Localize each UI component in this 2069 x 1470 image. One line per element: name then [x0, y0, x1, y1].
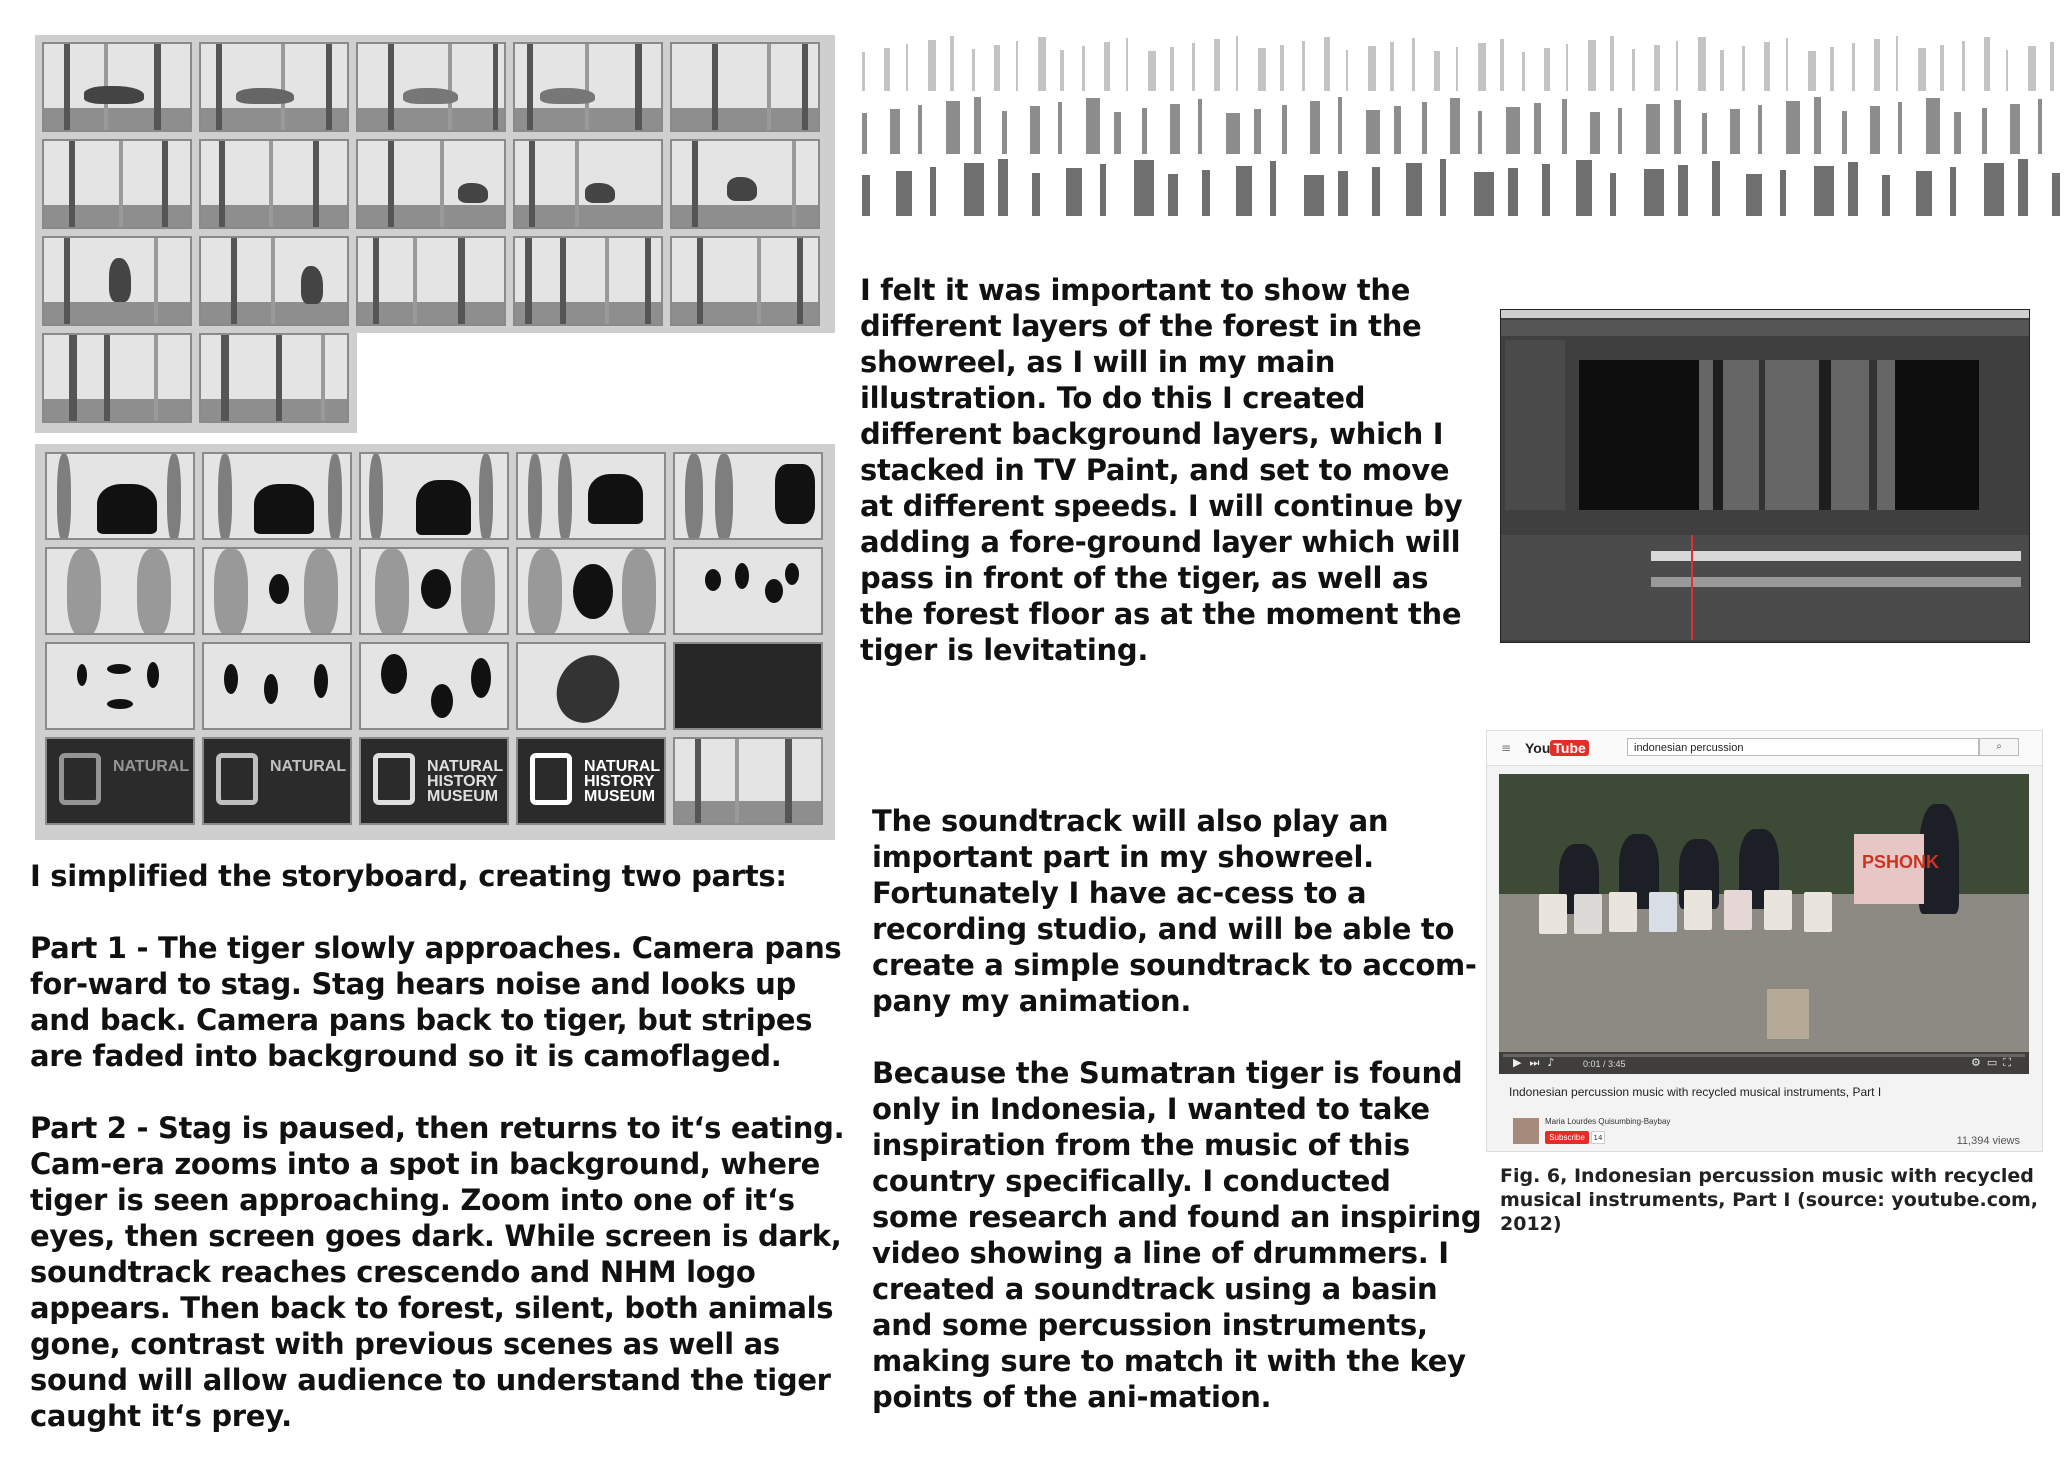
storyboard-frame: [42, 42, 192, 132]
tree-trunk: [1456, 47, 1458, 91]
next-icon: ⏭: [1529, 1056, 1548, 1069]
storyboard-frame: [673, 737, 823, 825]
storyboard-frame: [199, 236, 349, 326]
tree-trunk: [1918, 48, 1926, 91]
menu-bar: [1501, 310, 2029, 318]
tree-trunk: [1390, 42, 1394, 91]
tree-trunk: [972, 49, 975, 91]
tree-trunk: [1870, 106, 1880, 154]
volume-icon: ♪: [1547, 1056, 1563, 1069]
tree-trunk: [1562, 99, 1567, 154]
tree-trunk: [1678, 165, 1688, 216]
tree-trunk: [1016, 41, 1018, 91]
tree-trunk: [1474, 172, 1494, 216]
subscriber-count: 14: [1591, 1131, 1605, 1144]
storyboard-frame: [199, 139, 349, 229]
tree-trunk: [1848, 162, 1858, 216]
tree-trunk: [1742, 46, 1745, 91]
tree-trunk: [1478, 43, 1486, 91]
tree-trunk: [1126, 38, 1128, 91]
tree-trunk: [1226, 113, 1240, 154]
play-icon: ▶: [1513, 1056, 1530, 1069]
tree-trunk: [1814, 166, 1834, 216]
tree-trunk: [1214, 39, 1220, 91]
tree-trunk: [1434, 51, 1440, 91]
tree-trunk: [1808, 51, 1816, 91]
tree-trunk: [1542, 164, 1550, 216]
search-icon: ⌕: [1979, 738, 2019, 756]
soundtrack-description: [872, 803, 1482, 1451]
storyboard-frame-logo: NATURAL: [202, 737, 352, 825]
storyboard-frame: [516, 452, 666, 540]
tree-trunk: [946, 101, 960, 154]
storyboard-frame: [516, 642, 666, 730]
storyboard-frame: [513, 139, 663, 229]
tool-panel: [1505, 340, 1565, 510]
video-time: 0:01 / 3:45: [1583, 1059, 1626, 1069]
tree-trunk: [1192, 43, 1195, 91]
tree-trunk: [1002, 111, 1007, 155]
tree-trunk: [1450, 98, 1460, 154]
tree-trunk: [1842, 111, 1847, 155]
storyboard-intro: I simplified the storyboard, creating two parts:: [30, 859, 787, 893]
tree-trunk: [1882, 175, 1890, 216]
tree-trunk: [1508, 168, 1518, 216]
forest-layer-front: [862, 158, 2062, 216]
tree-trunk: [1852, 43, 1855, 91]
theater-icon: ▭: [1986, 1056, 2004, 1069]
sign: PSHONK: [1854, 834, 1924, 904]
tree-trunk: [862, 175, 870, 216]
tree-trunk: [1786, 38, 1788, 91]
fullscreen-icon: ⛶: [2003, 1056, 2017, 1069]
video-player: [1499, 774, 2029, 1074]
avatar: [1513, 1118, 1539, 1144]
storyboard-frame: [670, 42, 820, 132]
youtube-screenshot: [1486, 730, 2043, 1152]
youtube-header: [1487, 731, 2042, 766]
tree-trunk: [974, 97, 981, 154]
tree-trunk: [862, 52, 865, 91]
channel-name: Maria Lourdes Quisumbing-Baybay: [1545, 1117, 1671, 1126]
tree-trunk: [1830, 47, 1834, 91]
storyboard-frame-dark: [673, 642, 823, 730]
tree-trunk: [1310, 101, 1320, 154]
tree-trunk: [1534, 103, 1541, 154]
tree-trunk: [2006, 50, 2008, 91]
storyboard-description: [30, 858, 845, 1470]
tree-trunk: [1170, 104, 1180, 154]
tree-trunk: [1368, 46, 1376, 91]
tree-trunk: [1712, 161, 1720, 216]
tree-trunk: [1758, 105, 1762, 154]
tree-trunk: [998, 159, 1008, 216]
tree-trunk: [1202, 170, 1210, 216]
tree-trunk: [2028, 46, 2036, 91]
soundtrack-paragraph-1: The soundtrack will also play an important part in my showreel. Fortunately I have ac-cess to a recording studio, and will be able to create a simple soundtrack to accom-pany my animation.: [872, 804, 1477, 1018]
tree-trunk: [1786, 101, 1800, 154]
timeline-panel: [1501, 535, 2029, 640]
tree-trunk: [1720, 50, 1724, 91]
tree-trunk: [1544, 48, 1550, 91]
tree-trunk: [1258, 48, 1266, 91]
tvpaint-screenshot: [1500, 309, 2030, 643]
tree-trunk: [1168, 174, 1178, 216]
menu-icon: ≡: [1501, 741, 1512, 755]
toolbar: [1501, 320, 2029, 336]
storyboard-frame: [359, 452, 509, 540]
tree-trunk: [930, 167, 936, 216]
tree-trunk: [1874, 39, 1880, 91]
storyboard-frame: [670, 139, 820, 229]
youtube-logo: You Tube: [1525, 740, 1589, 756]
tree-trunk: [1916, 171, 1932, 216]
tree-trunk: [2018, 159, 2028, 216]
tree-trunk: [1764, 42, 1770, 91]
storyboard-frame: [42, 236, 192, 326]
tree-trunk: [1654, 45, 1660, 91]
storyboard-frame: [42, 139, 192, 229]
tree-trunk: [1478, 111, 1482, 154]
forest-layer-back: [862, 35, 2062, 91]
tree-trunk: [1644, 169, 1664, 216]
tree-trunk: [1440, 159, 1446, 216]
tree-trunk: [1060, 50, 1064, 91]
tree-trunk: [896, 171, 912, 216]
tree-trunk: [1170, 47, 1174, 91]
tree-trunk: [1406, 163, 1422, 216]
storyboard-frame: [673, 452, 823, 540]
storyboard-frame-logo: NATURAL HISTORY MUSEUM: [359, 737, 509, 825]
tree-trunk: [1086, 98, 1100, 154]
animation-canvas: [1579, 360, 1979, 510]
tree-trunk: [1280, 45, 1284, 91]
storyboard-frame: [199, 333, 349, 423]
tree-trunk: [1940, 45, 1944, 91]
tree-trunk: [1590, 112, 1600, 154]
subscribe-button: Subscribe: [1545, 1131, 1589, 1144]
view-count: 11,394 views: [1956, 1135, 2020, 1147]
tree-trunk: [1730, 109, 1740, 154]
tree-trunk: [1114, 112, 1121, 154]
storyboard-frame: [202, 547, 352, 635]
tree-trunk: [1236, 36, 1238, 91]
tree-trunk: [2038, 99, 2042, 154]
storyboard-frame: [356, 139, 506, 229]
tree-trunk: [1522, 52, 1525, 91]
tree-trunk: [964, 163, 984, 216]
storyboard-frame: [359, 642, 509, 730]
tree-trunk: [1506, 107, 1520, 154]
tree-trunk: [1610, 173, 1616, 216]
tree-trunk: [1500, 39, 1504, 91]
tree-trunk: [1134, 160, 1154, 216]
tree-trunk: [2050, 42, 2054, 91]
tree-trunk: [1814, 97, 1821, 154]
storyboard-frame: [516, 547, 666, 635]
tree-trunk: [918, 105, 922, 154]
tree-trunk: [994, 45, 1000, 91]
tree-trunk: [1632, 49, 1635, 91]
storyboard-frame: [673, 547, 823, 635]
tree-trunk: [1324, 37, 1330, 91]
tree-trunk: [1422, 102, 1427, 154]
figure-caption: Fig. 6, Indonesian percussion music with recycled musical instruments, Part I (source: youtube.com, 2012): [1500, 1165, 2039, 1235]
tree-trunk: [1302, 41, 1305, 91]
tree-trunk: [1038, 37, 1046, 91]
tree-trunk: [2010, 104, 2020, 154]
tree-trunk: [1566, 44, 1568, 91]
tree-trunk: [1058, 102, 1062, 154]
search-input: indonesian percussion: [1627, 738, 1979, 756]
storyboard-frame: [202, 452, 352, 540]
storyboard-frame: [42, 333, 192, 423]
tree-trunk: [1032, 173, 1040, 217]
tree-trunk: [1254, 109, 1261, 154]
tree-trunk: [1702, 113, 1707, 154]
tree-trunk: [1676, 41, 1678, 91]
tree-trunk: [1898, 102, 1902, 154]
tree-trunk: [1082, 46, 1085, 91]
tree-trunk: [1984, 163, 2004, 216]
tree-trunk: [1236, 166, 1252, 216]
tree-trunk: [1588, 40, 1596, 91]
tree-trunk: [1746, 174, 1762, 216]
tree-trunk: [1618, 108, 1622, 154]
tree-trunk: [1366, 110, 1380, 154]
storyboard-gap: [357, 333, 837, 435]
tree-trunk: [1412, 38, 1415, 91]
tree-trunk: [1610, 36, 1614, 91]
tree-trunk: [1926, 98, 1940, 154]
storyboard-frame: [670, 236, 820, 326]
tree-trunk: [1896, 36, 1898, 91]
tree-trunk: [1304, 175, 1324, 216]
tree-trunk: [862, 113, 867, 154]
storyboard-frame-logo: NATURAL HISTORY MUSEUM: [516, 737, 666, 825]
tree-trunk: [1198, 99, 1202, 154]
tree-trunk: [1282, 105, 1287, 154]
tree-trunk: [1030, 106, 1040, 154]
storyboard-frame: [513, 236, 663, 326]
tree-trunk: [1674, 100, 1681, 154]
tree-trunk: [1962, 41, 1965, 91]
tree-trunk: [1100, 164, 1106, 216]
tree-trunk: [1338, 97, 1342, 154]
tree-trunk: [1984, 37, 1990, 91]
tree-trunk: [1780, 170, 1786, 216]
tree-trunk: [1576, 160, 1592, 216]
storyboard-frame: [45, 547, 195, 635]
storyboard-part-2: [35, 444, 835, 840]
tree-trunk: [1394, 106, 1401, 154]
storyboard-part-1-text: Part 1 - The tiger slowly approaches. Camera pans for-ward to stag. Stag hears noise and looks up and back. Camera pans back to tiger, but stripes are faded into background so it is camoflaged.: [30, 931, 842, 1073]
storyboard-frame: [359, 547, 509, 635]
player-controls: [1499, 1052, 2029, 1074]
tree-trunk: [950, 36, 954, 91]
storyboard-frame: [199, 42, 349, 132]
tree-trunk: [1338, 171, 1348, 216]
storyboard-frame: [513, 42, 663, 132]
soundtrack-paragraph-2: Because the Sumatran tiger is found only in Indonesia, I wanted to take inspiration from the music of this country specifically. I conducted some research and found an inspiring video showing a line of drummers. I created a soundtrack using a basin and some percussion instruments, making sure to match it with the key points of the ani-mation.: [872, 1056, 1482, 1414]
tree-trunk: [906, 44, 908, 91]
tree-trunk: [928, 40, 936, 91]
tree-trunk: [1142, 108, 1147, 154]
tree-trunk: [1982, 108, 1987, 154]
tree-trunk: [1148, 51, 1156, 91]
settings-icon: ⚙: [1971, 1056, 1987, 1069]
video-title: Indonesian percussion music with recycled musical instruments, Part I: [1509, 1085, 1882, 1099]
tree-trunk: [1372, 167, 1380, 216]
storyboard-frame: [202, 642, 352, 730]
storyboard-frame: [356, 42, 506, 132]
storyboard-part-2-text: Part 2 - Stag is paused, then returns to it‘s eating. Cam-era zooms into a spot in background, where tiger is seen approaching. Zoom into one of it‘s eyes, then screen goes dark. While screen is dark, soundtrack reaches crescendo and NHM logo appears. Then back to forest, silent, both animals gone, contrast with previous scenes as well as sound will allow audience to understand the tiger caught it‘s prey.: [30, 1111, 845, 1433]
tree-trunk: [1346, 50, 1348, 91]
tree-trunk: [1104, 42, 1110, 91]
forest-layer-middle: [862, 96, 2062, 154]
tree-trunk: [1954, 112, 1961, 154]
storyboard-frame: [356, 236, 506, 326]
tree-trunk: [890, 109, 900, 154]
tree-trunk: [1950, 167, 1956, 216]
storyboard-frame-logo: NATURAL: [45, 737, 195, 825]
tree-trunk: [1646, 104, 1660, 154]
storyboard-frame: [45, 642, 195, 730]
storyboard-frame: [45, 452, 195, 540]
tree-trunk: [1066, 168, 1082, 216]
tree-trunk: [1270, 161, 1276, 216]
layers-paragraph: I felt it was important to show the different layers of the forest in the showreel, as I will in my main illustration. To do this I created different background layers, which I stacked in TV Paint, and set to move at different speeds. I will continue by adding a fore-ground layer which will pass in front of the tiger, as well as the forest floor as at the moment the tiger is levitating.: [860, 273, 1463, 667]
tree-trunk: [2052, 173, 2060, 217]
tree-trunk: [1698, 37, 1706, 91]
tree-trunk: [884, 48, 890, 91]
